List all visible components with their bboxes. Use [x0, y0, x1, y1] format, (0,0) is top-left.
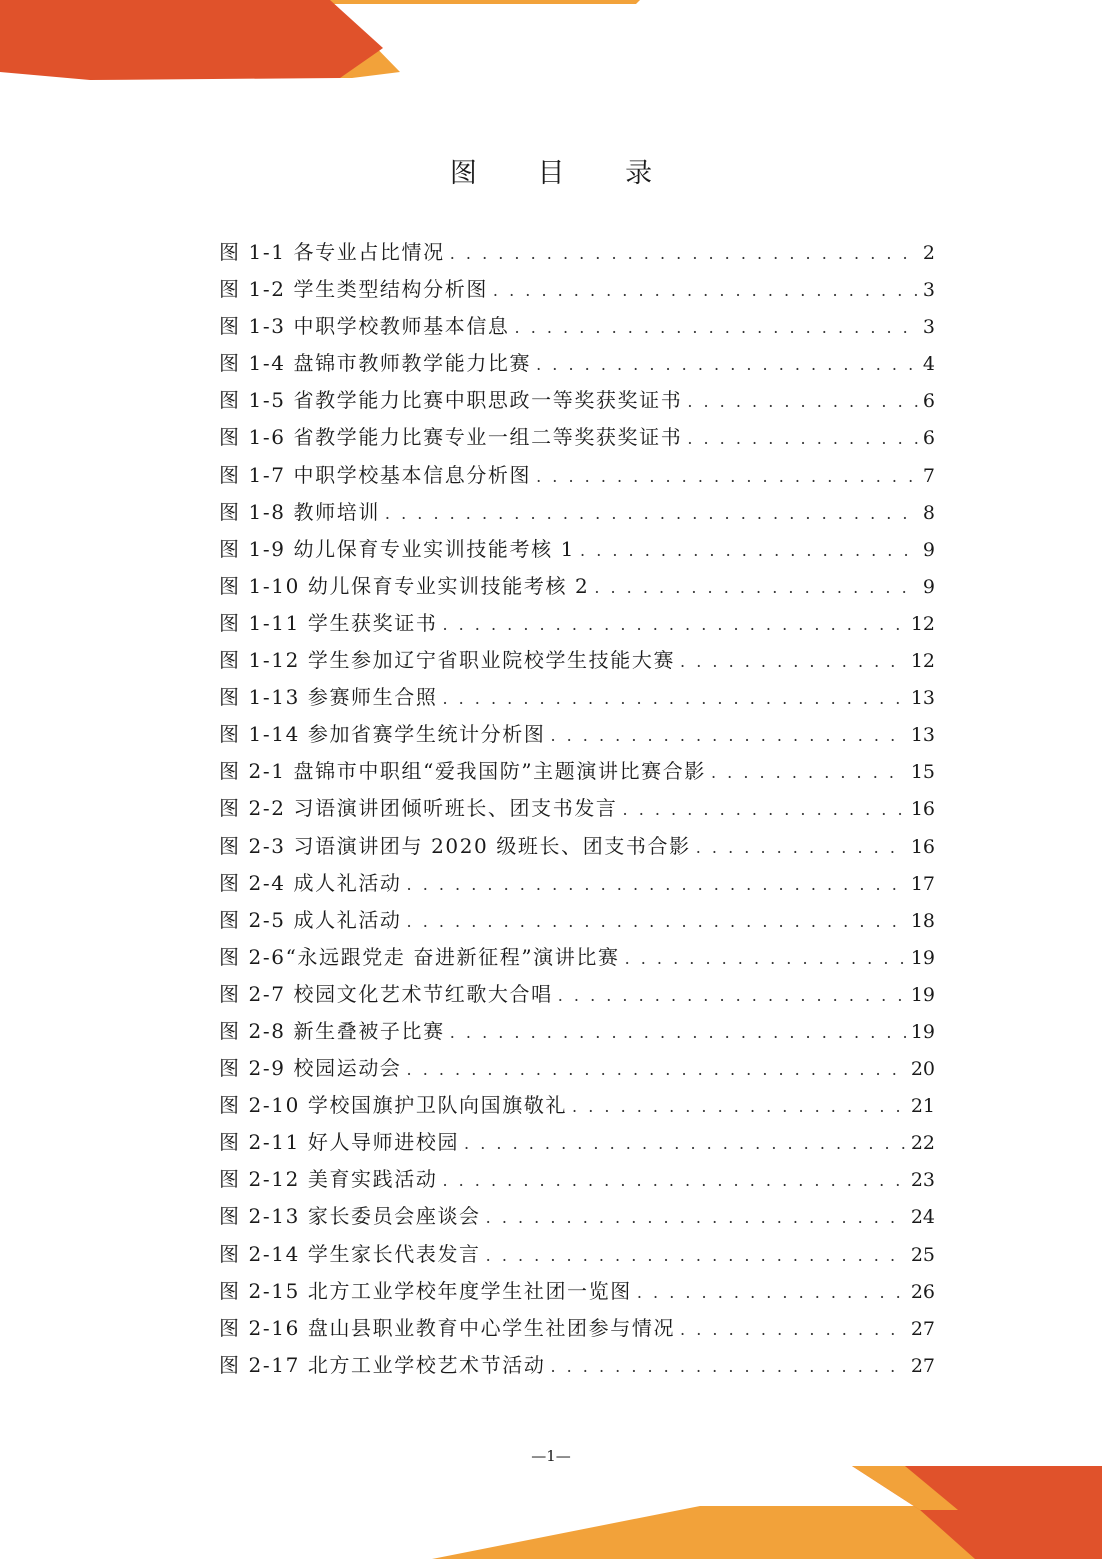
toc-entry[interactable]: [219, 753, 935, 790]
toc-entry-label: 图 1-2 学生类型结构分析图: [219, 277, 488, 302]
dot-leader: [407, 866, 906, 903]
dot-leader: [625, 940, 906, 977]
toc-entry[interactable]: [219, 1124, 935, 1161]
toc-entry-label: 图 2-9 校园运动会: [219, 1056, 402, 1081]
toc-entry-page: 16: [910, 798, 935, 821]
toc-entry-label: 图 1-1 各专业占比情况: [219, 240, 445, 264]
toc-entry-page: 27: [910, 1354, 935, 1377]
top-red-banner: [0, 0, 383, 80]
toc-entry[interactable]: [219, 716, 935, 753]
toc-entry[interactable]: [219, 345, 935, 382]
toc-entry[interactable]: [219, 1161, 935, 1198]
toc-entry[interactable]: [219, 642, 935, 679]
toc-entry-label: 图 2-2 习语演讲团倾听班长、团支书发言: [219, 796, 618, 821]
toc-entry-page: 17: [910, 872, 935, 895]
toc-entry[interactable]: [219, 457, 935, 494]
toc-entry[interactable]: [219, 790, 935, 827]
toc-entry-label: 图 1-4 盘锦市教师教学能力比赛: [219, 351, 532, 376]
toc-entry-label: 图 2-3 习语演讲团与 2020 级班长、团支书合影: [219, 833, 691, 858]
toc-entry[interactable]: [219, 865, 935, 902]
toc-entry[interactable]: [219, 1198, 935, 1235]
toc-entry-page: 19: [910, 946, 935, 969]
toc-entry[interactable]: [219, 939, 935, 976]
toc-entry[interactable]: [219, 1087, 935, 1124]
dot-leader: [623, 791, 906, 828]
toc-entry-page: 18: [910, 909, 935, 932]
dot-leader: [572, 1088, 906, 1125]
toc-entry-label: 图 2-14 学生家长代表发言: [219, 1241, 481, 1266]
toc-entry[interactable]: [219, 382, 935, 419]
toc-entry-label: 图 2-11 好人导师进校园: [219, 1130, 460, 1155]
toc-entry-label: 图 2-1 盘锦市中职组“爱我国防”主题演讲比赛合影: [219, 759, 706, 784]
toc-entry-label: 图 2-17 北方工业学校艺术节活动: [219, 1352, 546, 1377]
toc-entry-page: 13: [910, 724, 935, 747]
toc-entry-label: 图 1-7 中职学校基本信息分析图: [219, 462, 532, 487]
dot-leader: [442, 606, 905, 643]
toc-entry-page: 26: [910, 1280, 935, 1303]
toc-entry[interactable]: [219, 234, 935, 271]
toc-entry-page: 3: [922, 279, 935, 302]
toc-entry[interactable]: [219, 902, 935, 939]
toc-entry-page: 27: [910, 1317, 935, 1340]
toc-entry[interactable]: [219, 1347, 935, 1384]
toc-entry-page: 6: [922, 390, 935, 413]
toc-entry-label: 图 1-13 参赛师生合照: [219, 685, 438, 710]
toc-entry-page: 12: [910, 650, 935, 673]
dot-leader: [486, 1237, 906, 1274]
toc-entry-label: 图 1-12 学生参加辽宁省职业院校学生技能大赛: [219, 648, 676, 673]
toc-entry[interactable]: [219, 1310, 935, 1347]
toc-entry[interactable]: [219, 1273, 935, 1310]
dot-leader: [407, 903, 906, 940]
dot-leader: [385, 495, 918, 532]
dot-leader: [550, 1348, 905, 1385]
dot-leader: [580, 532, 918, 569]
toc-entry[interactable]: [219, 1050, 935, 1087]
dot-leader: [442, 680, 905, 717]
toc-entry[interactable]: [219, 976, 935, 1013]
toc-entry-page: 20: [910, 1058, 935, 1081]
toc-entry-page: 16: [910, 835, 935, 858]
dot-leader: [536, 346, 918, 383]
toc-entry-page: 23: [910, 1169, 935, 1192]
toc-entry[interactable]: [219, 828, 935, 865]
dot-leader: [594, 569, 918, 606]
toc-entry-label: 图 1-10 幼儿保育专业实训技能考核 2: [219, 573, 590, 598]
toc-entry-page: 15: [910, 761, 935, 784]
toc-entry-label: 图 2-12 美育实践活动: [219, 1167, 438, 1192]
toc-entry-label: 图 1-9 幼儿保育专业实训技能考核 1: [219, 536, 576, 561]
dot-leader: [680, 1311, 906, 1348]
toc-entry[interactable]: [219, 568, 935, 605]
toc-entry-page: 4: [922, 353, 935, 376]
toc-entry-page: 9: [922, 575, 935, 598]
dot-leader: [680, 643, 906, 680]
toc-entry-page: 8: [922, 501, 935, 524]
dot-leader: [486, 1199, 906, 1236]
dot-leader: [450, 1014, 906, 1051]
dot-leader: [464, 1125, 906, 1162]
toc-entry-label: 图 2-5 成人礼活动: [219, 907, 402, 932]
top-orange-stripe: [310, 0, 640, 4]
dot-leader: [450, 235, 918, 272]
toc-entry[interactable]: [219, 419, 935, 456]
toc-entry[interactable]: [219, 1013, 935, 1050]
toc-entry-label: 图 1-5 省教学能力比赛中职思政一等奖获奖证书: [219, 388, 683, 413]
toc-entry[interactable]: [219, 308, 935, 345]
toc-entry-page: 2: [922, 242, 935, 264]
toc-entry-label: 图 1-6 省教学能力比赛专业一组二等奖获奖证书: [219, 425, 683, 450]
toc-entry[interactable]: [219, 531, 935, 568]
dot-leader: [550, 717, 905, 754]
toc-entry-label: 图 2-13 家长委员会座谈会: [219, 1204, 481, 1229]
toc-entry-label: 图 2-4 成人礼活动: [219, 870, 402, 895]
dot-leader: [687, 420, 918, 457]
toc-entry-label: 图 2-7 校园文化艺术节红歌大合唱: [219, 981, 553, 1006]
dot-leader: [536, 458, 918, 495]
toc-entry[interactable]: [219, 679, 935, 716]
toc-entry[interactable]: [219, 494, 935, 531]
toc-entry-page: 24: [910, 1206, 935, 1229]
dot-leader: [711, 754, 906, 791]
toc-entry-label: 图 1-8 教师培训: [219, 499, 380, 524]
toc-entry-label: 图 2-15 北方工业学校年度学生社团一览图: [219, 1278, 632, 1303]
toc-entry-page: 13: [910, 687, 935, 710]
toc-entry-page: 22: [910, 1132, 935, 1155]
dot-leader: [442, 1162, 905, 1199]
toc-entry-page: 21: [910, 1095, 935, 1118]
dot-leader: [515, 309, 918, 346]
toc-entry-page: 3: [922, 316, 935, 339]
dot-leader: [558, 977, 906, 1014]
toc-entry-label: 图 2-16 盘山县职业教育中心学生社团参与情况: [219, 1315, 676, 1340]
toc-entry-page: 7: [922, 464, 935, 487]
toc-entry-page: 12: [910, 612, 935, 635]
toc-entry-label: 图 2-6“永远跟党走 奋进新征程”演讲比赛: [219, 944, 620, 969]
toc-entry[interactable]: [219, 605, 935, 642]
page-number: —1—: [531, 1447, 571, 1465]
toc-entry-page: 9: [922, 538, 935, 561]
toc-entry-page: 25: [910, 1243, 935, 1266]
dot-leader: [493, 272, 918, 309]
toc-entry-label: 图 2-8 新生叠被子比赛: [219, 1018, 445, 1043]
toc-entry-page: 19: [910, 1020, 935, 1043]
toc-entry-label: 图 1-14 参加省赛学生统计分析图: [219, 722, 546, 747]
toc-entry[interactable]: [219, 271, 935, 308]
toc-entry[interactable]: [219, 1236, 935, 1273]
dot-leader: [687, 383, 918, 420]
toc-entry-label: 图 1-3 中职学校教师基本信息: [219, 314, 510, 339]
dot-leader: [637, 1274, 906, 1311]
page-title: 图 目 录: [449, 158, 679, 189]
dot-leader: [407, 1051, 906, 1088]
toc-entry-page: 6: [922, 427, 935, 450]
toc-entry-label: 图 2-10 学校国旗护卫队向国旗敬礼: [219, 1093, 568, 1118]
toc-entry-label: 图 1-11 学生获奖证书: [219, 610, 438, 635]
dot-leader: [696, 829, 906, 866]
toc-entry-page: 19: [910, 983, 935, 1006]
figure-index-list: [219, 234, 935, 1384]
